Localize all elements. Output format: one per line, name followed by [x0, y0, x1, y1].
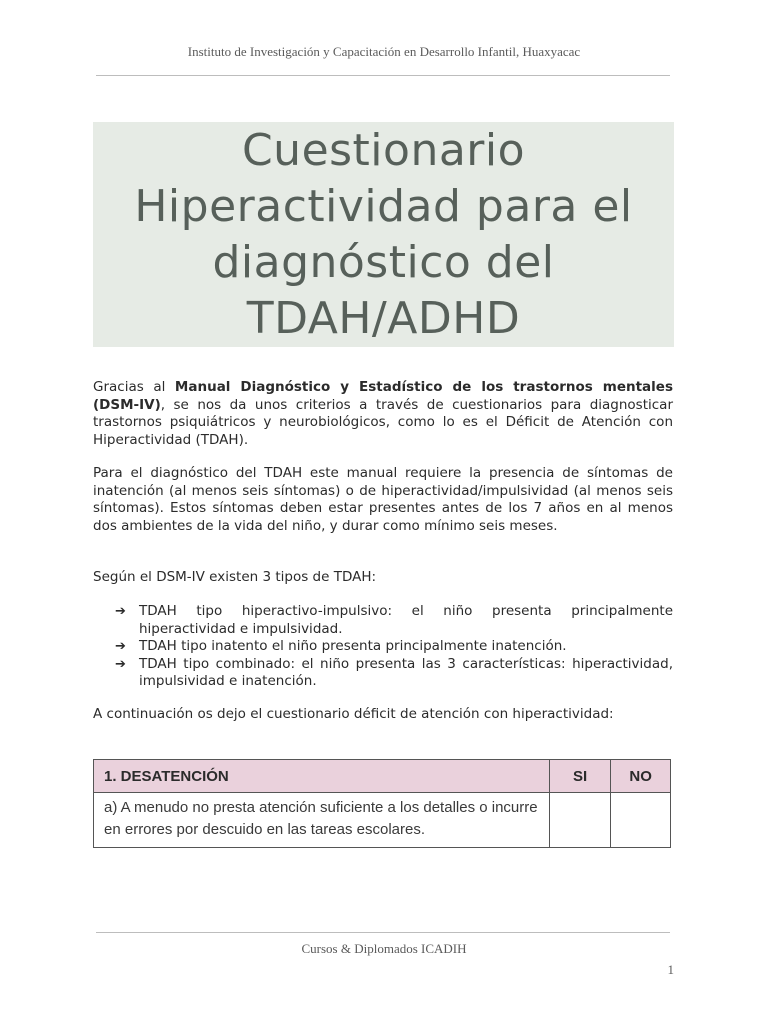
questionnaire-table: [93, 759, 671, 848]
intro-paragraph: [93, 379, 673, 449]
page-number: 1: [667, 962, 674, 977]
footer-divider: [96, 932, 670, 933]
title-line: TDAH/ADHD: [246, 292, 521, 344]
list-item: ➔ TDAH tipo combinado: el niño presenta las 3 características: hiperactividad, impulsividad e inatención.: [115, 655, 673, 689]
table-row: [94, 793, 671, 848]
answer-si-cell[interactable]: [549, 793, 611, 848]
column-no: NO: [611, 760, 671, 793]
types-list: [93, 603, 673, 691]
header-divider: [96, 75, 670, 76]
arrow-bullet-icon: ➔: [115, 639, 126, 654]
intro-text: Gracias al: [93, 379, 175, 395]
table-header-row: [94, 760, 671, 793]
questionnaire-intro: A continuación os dejo el cuestionario déficit de atención con hiperactividad:: [93, 706, 614, 722]
title-line: Cuestionario: [241, 124, 526, 176]
title-line: Hiperactividad para el: [134, 180, 633, 232]
column-si: SI: [549, 760, 611, 793]
title-banner: [93, 122, 674, 347]
page-footer: Cursos & Diplomados ICADIH: [301, 941, 467, 956]
section-header: 1. DESATENCIÓN: [94, 760, 550, 793]
title-line: diagnóstico del: [212, 236, 555, 288]
intro-text: , se nos da unos criterios a través de cuestionarios para diagnosticar trastornos psiquiátricos y neurobiológicos, como lo es el Déficit de Atención con Hiperactividad (TDAH).: [93, 396, 673, 448]
diagnosis-paragraph: Para el diagnóstico del TDAH este manual requiere la presencia de síntomas de inatención (al menos seis síntomas) o de hiperactividad/impulsividad (al menos seis síntomas). Estos síntomas deben estar presentes antes de los 7 años en al menos dos ambientes de la vida del niño, y durar como mínimo seis meses.: [93, 465, 673, 534]
answer-no-cell[interactable]: [611, 793, 671, 848]
page-header: Instituto de Investigación y Capacitación en Desarrollo Infantil, Huaxyacac: [187, 44, 581, 59]
list-item: ➔ TDAH tipo hiperactivo-impulsivo: el niño presenta principalmente hiperactividad e impulsividad.: [115, 603, 673, 637]
document-title: [104, 123, 664, 347]
types-intro: Según el DSM-IV existen 3 tipos de TDAH:: [93, 569, 377, 585]
arrow-bullet-icon: ➔: [115, 656, 126, 672]
list-item: ➔ TDAH tipo inatento el niño presenta principalmente inatención.: [115, 638, 567, 654]
arrow-bullet-icon: ➔: [115, 604, 126, 619]
manual-name: Manual Diagnóstico y Estadístico de los trastornos mentales (DSM-IV): [93, 379, 673, 413]
question-cell: a) A menudo no presta atención suficiente a los detalles o incurre en errores por descuido en las tareas escolares.: [94, 793, 550, 848]
